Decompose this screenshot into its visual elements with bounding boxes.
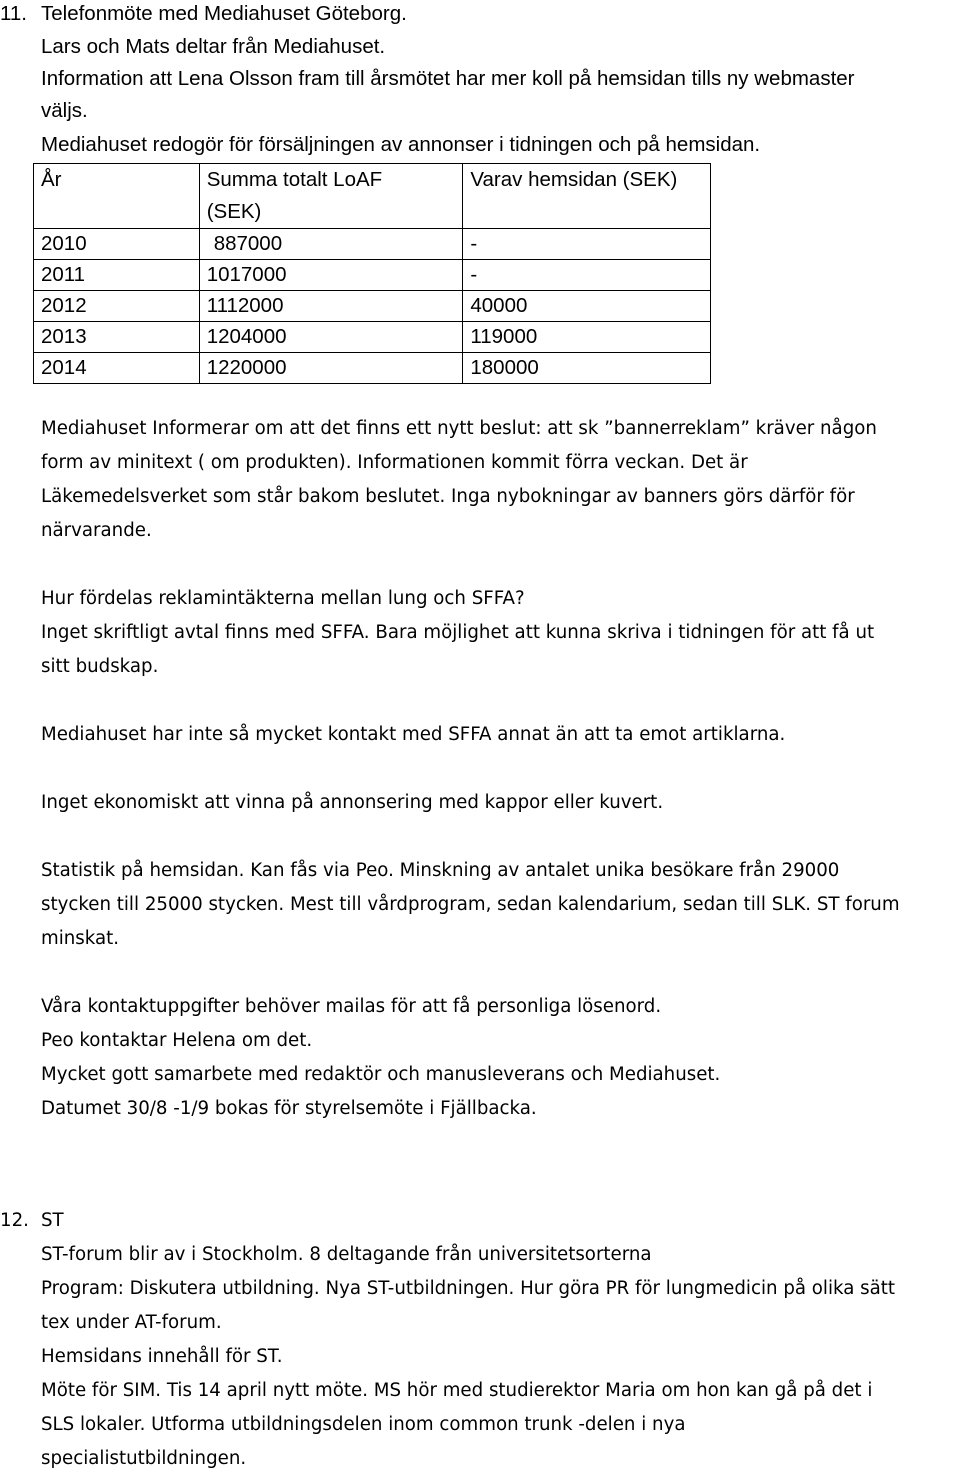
text-line: Information att Lena Olsson fram till årsmötet har mer koll på hemsidan tills ny webmaster [41,67,855,90]
text-line: Möte för SIM. Tis 14 april nytt möte. MS hör med studierektor Maria om hon kan gå på det i [41,1380,873,1401]
text-line: specialistutbildningen. [41,1448,247,1469]
text-line: tex under AT-forum. [41,1312,222,1333]
table-cell: 2011 [34,260,200,291]
text-line: Mediahuset har inte så mycket kontakt med SFFA annat än att ta emot artiklarna. [41,724,786,745]
table-row [34,260,711,291]
text-line: Datumet 30/8 -1/9 bokas för styrelsemöte i Fjällbacka. [41,1098,537,1119]
table-cell: 1017000 [199,260,463,291]
table-row [34,229,711,260]
table-cell: 887000 [199,229,463,260]
table-cell: 2013 [34,322,200,353]
table-cell: 119000 [463,322,711,353]
table-cell: 180000 [463,353,711,384]
text-line: ST-forum blir av i Stockholm. 8 deltagande från universitetsorterna [41,1244,652,1265]
table-row [34,353,711,384]
text-line: minskat. [41,928,120,949]
text-line: väljs. [41,99,88,122]
column-header: År [34,164,200,229]
text-line: form av minitext ( om produkten). Informationen kommit förra veckan. Det är [41,452,748,473]
text-line: närvarande. [41,520,152,541]
text-line: Lars och Mats deltar från Mediahuset. [41,35,386,58]
text-line: Mycket gott samarbete med redaktör och manusleverans och Mediahuset. [41,1064,721,1085]
text-line: SLS lokaler. Utforma utbildningsdelen inom common trunk -delen i nya [41,1414,686,1435]
text-line: Mediahuset Informerar om att det finns ett nytt beslut: att sk ”bannerreklam” kräver någon [41,418,877,439]
table-cell: - [463,260,711,291]
section-number: 12. [0,1210,29,1231]
table-row [34,291,711,322]
sales-table [33,163,711,384]
text-line: Hur fördelas reklamintäkterna mellan lung och SFFA? [41,588,525,609]
table-row [34,322,711,353]
text-line: sitt budskap. [41,656,159,677]
table-cell: 1220000 [199,353,463,384]
section-title: ST [41,1210,64,1231]
column-header: Summa totalt LoAF (SEK) [199,164,463,229]
text-line: Program: Diskutera utbildning. Nya ST-utbildningen. Hur göra PR för lungmedicin på olika sätt [41,1278,896,1299]
text-line: Läkemedelsverket som står bakom beslutet. Inga nybokningar av banners görs därför för [41,486,855,507]
table-cell: 2012 [34,291,200,322]
section-number: 11. [0,2,27,25]
text-line: stycken till 25000 stycken. Mest till vårdprogram, sedan kalendarium, sedan till SLK. ST forum [41,894,900,915]
text-line: Våra kontaktuppgifter behöver mailas för att få personliga lösenord. [41,996,662,1017]
table-cell: 2014 [34,353,200,384]
table-cell: 1112000 [199,291,463,322]
text-line: Hemsidans innehåll för ST. [41,1346,283,1367]
text-line: Mediahuset redogör för försäljningen av annonser i tidningen och på hemsidan. [41,133,761,156]
table-header-row [34,164,711,229]
text-line: Inget skriftligt avtal finns med SFFA. Bara möjlighet att kunna skriva i tidningen för att få ut [41,622,875,643]
table-cell: 40000 [463,291,711,322]
table-cell: 1204000 [199,322,463,353]
table-cell: 2010 [34,229,200,260]
column-header: Varav hemsidan (SEK) [463,164,711,229]
text-line: Statistik på hemsidan. Kan fås via Peo. Minskning av antalet unika besökare från 29000 [41,860,840,881]
text-line: Inget ekonomiskt att vinna på annonsering med kappor eller kuvert. [41,792,664,813]
section-title: Telefonmöte med Mediahuset Göteborg. [41,2,407,25]
table-cell: - [463,229,711,260]
text-line: Peo kontaktar Helena om det. [41,1030,313,1051]
